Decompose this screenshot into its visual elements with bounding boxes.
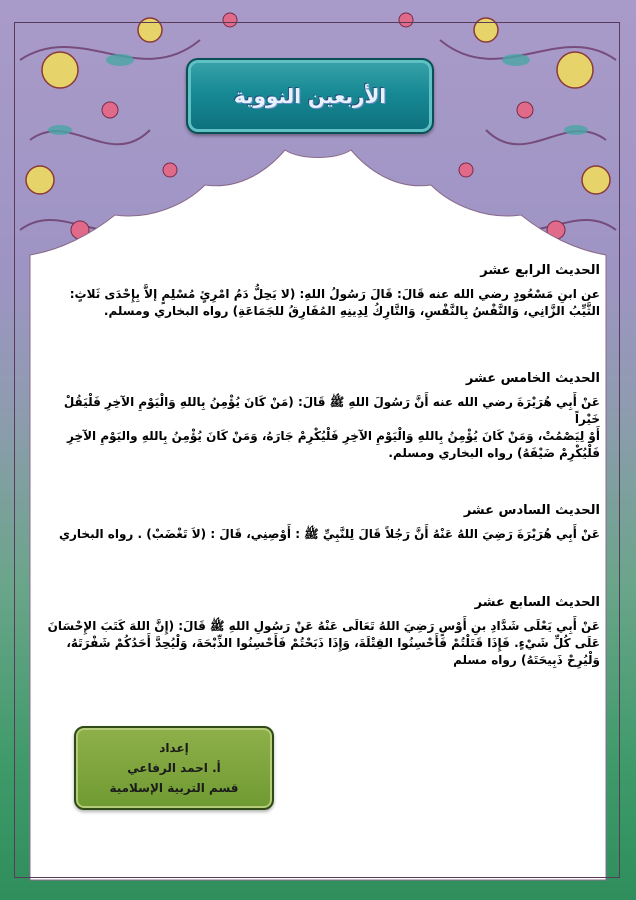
title-banner [186,58,434,134]
hadith-title: الحديث السابع عشر [474,595,600,610]
hadith-title: الحديث الرابع عشر [480,263,600,278]
hadith-17 [40,594,600,669]
hadith-line: عَلَى كُلِّ شَيْءٍ. فَإِذَا قَتَلْتُمْ فَأَحْسِنُوا القِتْلَةَ، وَإِذَا ذَبَحْتُمْ فَأَحْسِنُوا الذِّبْحَةَ، وَلْيُحِدَّ أَحَدُكُمْ شَفْرَتَهُ، [66,636,600,650]
hadith-14 [40,262,600,320]
hadith-line: عَنْ أَبِي هُرَيْرَةَ رضي الله عنه أَنَّ رَسُولَ اللهِ ﷺ قَالَ: (مَنْ كَانَ يُؤْمِنُ بِاللهِ وَالْيَوْمِ الآخِرِ فَلْيَقُلْ خَيْراً [63,395,600,426]
hadith-line: الثَّيِّبُ الزَّانِي، وَالنَّفْسُ بِالنَّفْسِ، وَالتَّارِكُ لِدِينِهِ المُفَارِقُ للجَمَاعَةِ) رواه البخاري ومسلم. [103,304,600,318]
author-name: أ. احمد الرفاعي [127,761,221,775]
hadith-title: الحديث الخامس عشر [465,371,600,386]
hadith-line: عن ابنِ مَسْعُودٍ رضي الله عنه قَالَ: قَالَ رَسُولُ اللهِ: (لا يَحِلُّ دَمُ امْرِئٍ مُسْلِمٍ إلاَّ بِإِحْدَى ثَلاثٍ: [69,287,600,301]
hadith-line: وَلْيُرِحْ ذَبِيحَتَهُ) رواه مسلم [453,653,600,667]
prepared-by-label: إعداد [159,741,189,755]
hadith-15 [40,370,600,462]
hadith-line: فَلْيُكْرِمْ ضَيْفَهُ) رواه البخاري ومسلم. [388,446,600,460]
hadith-line: عَنْ أَبِي يَعْلَى شَدَّادِ بنِ أَوْسٍ رَضِيَ اللهُ تَعَالَى عَنْهُ عَنْ رَسُولِ اللهِ ﷺ قَالَ: (إِنَّ اللهَ كَتَبَ الإِحْسَانَ [47,619,600,633]
hadith-16 [40,502,600,543]
hadith-line: عَنْ أَبِي هُرَيْرَةَ رَضِيَ اللهُ عَنْهُ أَنَّ رَجُلاً قَالَ لِلنَّبِيِّ ﷺ : أَوْصِنِي، قَالَ : (لاَ تَغْضَبْ) . رواه البخاري [59,527,600,541]
hadith-line: أَوْ لِيَصْمُتْ، وَمَنْ كَانَ يُؤْمِنُ بِاللهِ وَالْيَوْمِ الآخِرِ فَلْيُكْرِمْ جَارَهُ، وَمَنْ كَانَ يُؤْمِنُ بِاللهِ واليَوْمِ الآخِرِ [66,429,600,443]
hadith-title: الحديث السادس عشر [463,503,600,518]
document-title: الأربعين النووية [233,84,387,108]
prepared-by-box [74,726,274,810]
department-name: قسم التربية الإسلامية [109,781,239,795]
